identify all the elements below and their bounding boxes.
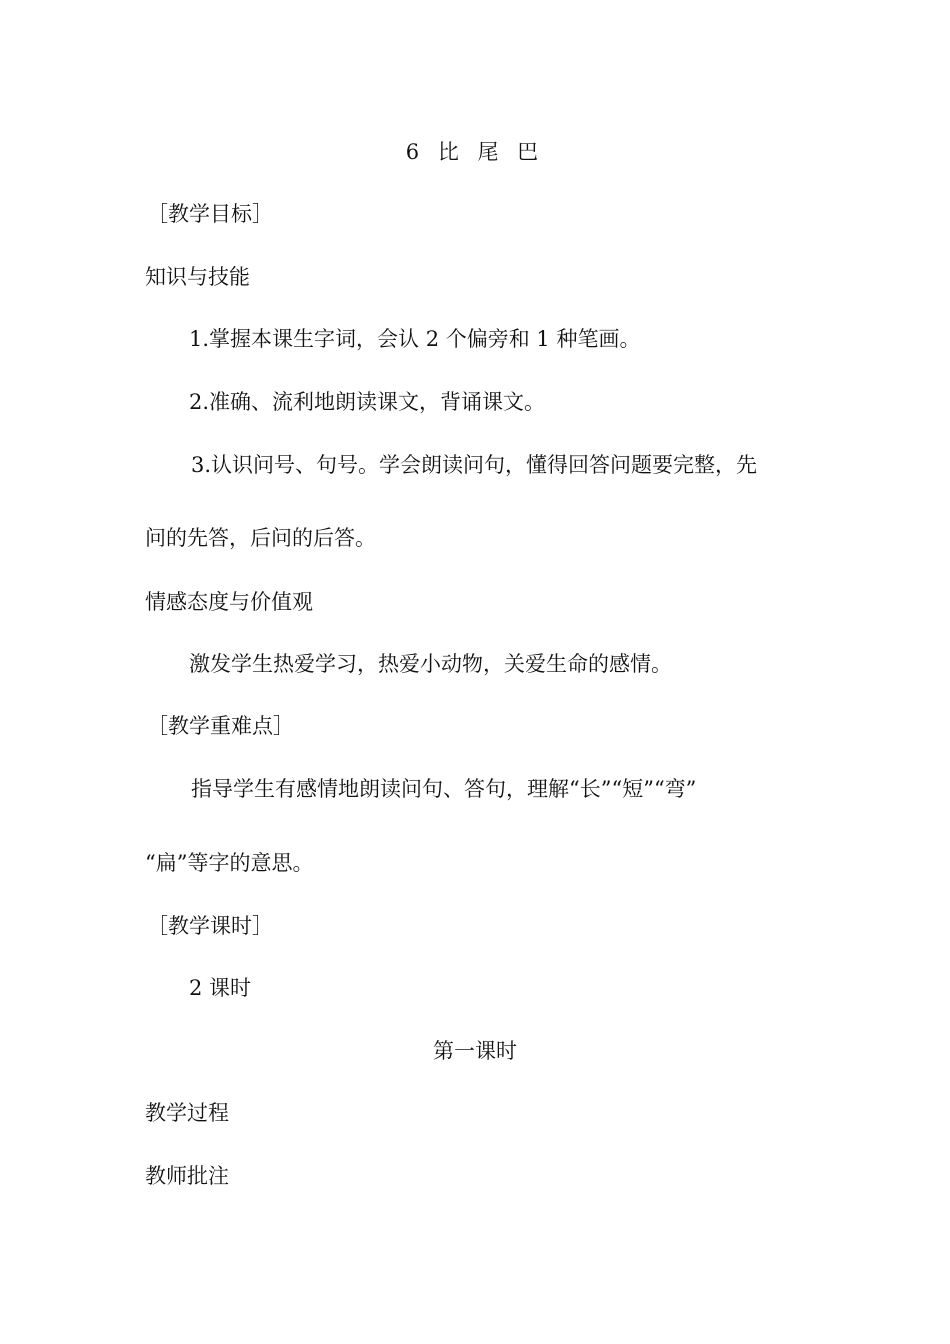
keypoints-line-1: 指导学生有感情地朗读问句、答句，理解“长”“短”“弯” <box>191 777 697 801</box>
knowledge-heading: 知识与技能 <box>145 265 250 289</box>
hours-heading: ［教学课时］ <box>147 914 273 938</box>
page-title: 6 比 尾 巴 <box>405 140 545 164</box>
teacher-notes-heading: 教师批注 <box>145 1164 229 1188</box>
objective-item-3-line-2: 问的先答，后问的后答。 <box>145 526 376 550</box>
keypoints-line-2: “扁”等字的意思。 <box>145 851 314 875</box>
objective-item-3-line-1: 3.认识问号、句号。学会朗读问句，懂得回答问题要完整，先 <box>191 453 758 477</box>
first-lesson-heading: 第一课时 <box>433 1039 517 1063</box>
process-heading: 教学过程 <box>145 1101 229 1125</box>
keypoints-heading: ［教学重难点］ <box>147 714 294 738</box>
objective-item-1: 1.掌握本课生字词，会认 2 个偏旁和 1 种笔画。 <box>189 327 641 351</box>
objective-item-2: 2.准确、流利地朗读课文，背诵课文。 <box>189 390 546 414</box>
objectives-heading: ［教学目标］ <box>147 202 273 226</box>
emotion-text: 激发学生热爱学习，热爱小动物，关爱生命的感情。 <box>189 652 672 676</box>
hours-text: 2 课时 <box>189 976 252 1000</box>
emotion-heading: 情感态度与价值观 <box>145 590 313 614</box>
